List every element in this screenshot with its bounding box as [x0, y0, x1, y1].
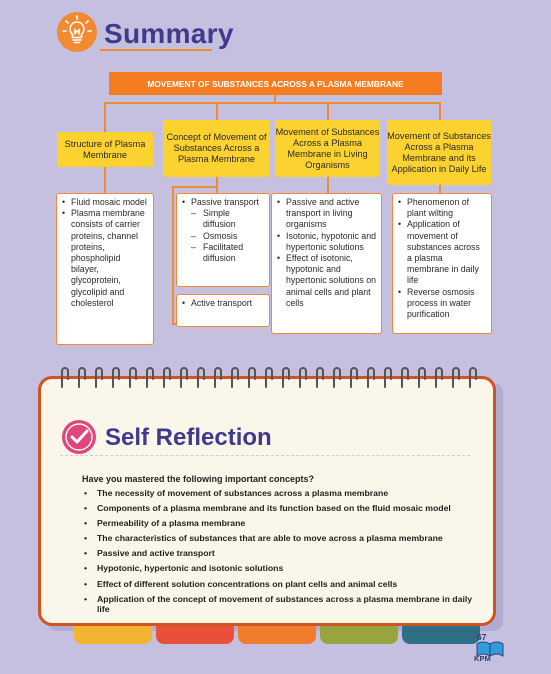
list-item: • Phenomenon of plant wilting — [397, 197, 486, 219]
concept-box-label: Movement of Substances Across a Plasma Membrane in Living Organisms — [275, 126, 380, 170]
connector-line — [104, 167, 106, 193]
list-item: • Permeability of a plasma membrane — [84, 518, 484, 529]
reflection-question: Have you mastered the following important concepts? — [82, 474, 315, 484]
list-item: • Active transport — [181, 298, 264, 309]
list-item: • Effect of isotonic, hypotonic and hypertonic solutions on animal cells and plant cells — [276, 253, 376, 309]
list-item: • Reverse osmosis process in water purification — [397, 287, 486, 321]
list-subitem: – Simple diffusion — [181, 208, 264, 230]
connector-line — [327, 177, 329, 193]
list-item: • Hypotonic, hypertonic and isotonic solutions — [84, 563, 484, 574]
connector-line — [327, 102, 329, 120]
concept-box-label: Concept of Movement of Substances Across a Plasma Membrane — [166, 132, 267, 164]
list-item: • The characteristics of substances that are able to move across a plasma membrane — [84, 533, 484, 544]
connector-line — [104, 102, 106, 132]
publisher-label: KPM — [474, 654, 491, 663]
notebook-rings — [58, 367, 478, 389]
list-item: • Application of movement of substances across a plasma membrane in daily life — [397, 219, 486, 286]
list-item: • Plasma membrane consists of carrier proteins, channel proteins, phospholipid bilayer, glycoprotein, glycolipid and cholesterol — [61, 208, 148, 309]
detail-box-passive — [176, 193, 270, 287]
detail-box-living-organisms — [271, 193, 382, 334]
reflection-list — [84, 488, 484, 619]
detail-box-structure — [56, 193, 154, 345]
concept-box-label: Structure of Plasma Membrane — [64, 138, 146, 160]
section-title: Self Reflection — [105, 424, 272, 451]
list-item: • Passive and active transport — [84, 548, 484, 559]
divider — [60, 455, 470, 456]
concept-box-daily-life — [387, 120, 491, 185]
page-title: Summary — [104, 18, 234, 49]
list-item: • Fluid mosaic model — [61, 197, 148, 208]
concept-box-living-organisms — [275, 120, 380, 177]
list-item: • The necessity of movement of substances across a plasma membrane — [84, 488, 484, 499]
connector-line — [104, 102, 440, 104]
list-item: • Passive transport — [181, 197, 264, 208]
checkmark-icon — [62, 420, 96, 454]
connector-line — [216, 177, 218, 193]
list-subitem: – Facilitated diffusion — [181, 242, 264, 264]
title-underline — [100, 49, 212, 51]
list-item: • Components of a plasma membrane and its function based on the fluid mosaic model — [84, 503, 484, 514]
detail-box-daily-life — [392, 193, 492, 334]
connector-line — [216, 102, 218, 120]
concept-box-structure — [57, 132, 153, 167]
concept-box-label: Movement of Substances Across a Plasma Membrane and its Application in Daily Life — [387, 130, 491, 174]
list-subitem: – Osmosis — [181, 231, 264, 242]
list-item: • Application of the concept of movement of substances across a plasma membrane in daily life — [84, 594, 484, 615]
connector-line — [172, 186, 174, 324]
list-item: • Passive and active transport in living organisms — [276, 197, 376, 231]
concept-box-concept — [163, 120, 270, 177]
connector-line — [439, 102, 441, 120]
page-number: 67 — [477, 632, 487, 642]
lightbulb-icon — [57, 12, 97, 52]
concept-map-main-box: MOVEMENT OF SUBSTANCES ACROSS A PLASMA MEMBRANE — [109, 72, 442, 95]
connector-line — [172, 186, 217, 188]
list-item: • Effect of different solution concentrations on plant cells and animal cells — [84, 579, 484, 590]
detail-box-active — [176, 294, 270, 327]
connector-line — [439, 185, 441, 193]
list-item: • Isotonic, hypotonic and hypertonic solutions — [276, 231, 376, 253]
